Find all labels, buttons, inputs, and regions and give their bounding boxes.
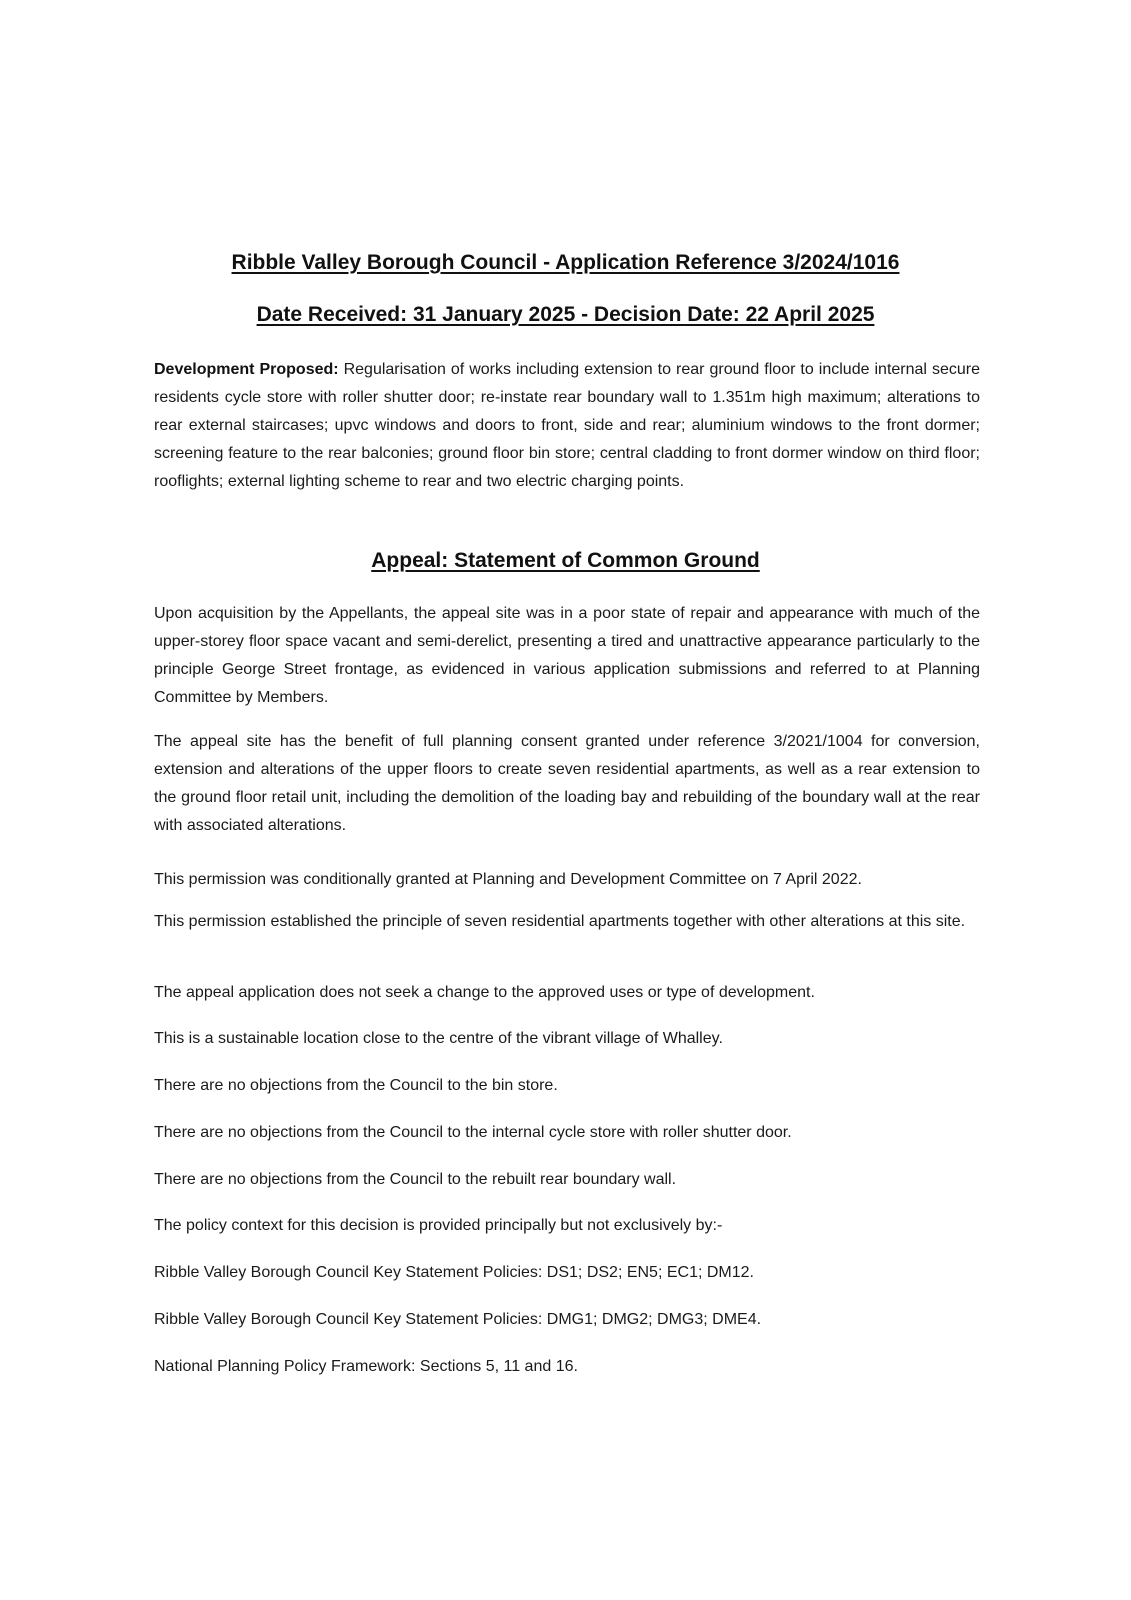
statement-paragraph: The appeal site has the benefit of full planning consent granted under reference 3/2021/1004 for conversion, extension and alterations of the upper floors to create seven residential apartments, as well as a rear extension to the ground floor retail unit, including the demolition of the loading bay and rebuilding of the boundary wall at the rear with associated alterations. bbox=[154, 733, 980, 834]
policy-line: National Planning Policy Framework: Sections 5, 11 and 16. bbox=[154, 1358, 578, 1375]
statement-paragraph: The appeal application does not seek a change to the approved uses or type of development. bbox=[154, 984, 815, 1001]
development-label: Development Proposed: bbox=[154, 361, 339, 378]
development-proposed bbox=[154, 356, 980, 496]
document-dates: Date Received: 31 January 2025 - Decision Date: 22 April 2025 bbox=[256, 303, 875, 326]
statement-paragraph: This permission was conditionally granted at Planning and Development Committee on 7 April 2022. bbox=[154, 871, 862, 888]
statement-paragraph: The policy context for this decision is provided principally but not exclusively by:- bbox=[154, 1217, 723, 1234]
development-text: Regularisation of works including extension to rear ground floor to include internal secure residents cycle store with roller shutter door; re-instate rear boundary wall to 1.351m high maximum; alterations to rear external staircases; upvc windows and doors to front, side and rear; aluminium windows to the front dormer; screening feature to the rear balconies; ground floor bin store; central cladding to front dormer window on third floor; rooflights; external lighting scheme to rear and two electric charging points. bbox=[154, 361, 980, 490]
statement-paragraph: This permission established the principle of seven residential apartments together with other alterations at this site. bbox=[154, 913, 966, 930]
policy-line: Ribble Valley Borough Council Key Statement Policies: DMG1; DMG2; DMG3; DME4. bbox=[154, 1311, 762, 1328]
statement-paragraph: This is a sustainable location close to the centre of the vibrant village of Whalley. bbox=[154, 1030, 723, 1047]
statement-paragraph: There are no objections from the Council to the internal cycle store with roller shutter door. bbox=[154, 1124, 792, 1141]
policy-line: Ribble Valley Borough Council Key Statement Policies: DS1; DS2; EN5; EC1; DM12. bbox=[154, 1264, 754, 1281]
document-title: Ribble Valley Borough Council - Application Reference 3/2024/1016 bbox=[231, 251, 900, 274]
section-heading: Appeal: Statement of Common Ground bbox=[371, 549, 760, 572]
statement-paragraph: There are no objections from the Council to the rebuilt rear boundary wall. bbox=[154, 1171, 677, 1188]
statement-paragraph: There are no objections from the Council to the bin store. bbox=[154, 1077, 558, 1094]
statement-paragraph: Upon acquisition by the Appellants, the appeal site was in a poor state of repair and appearance with much of the upper-storey floor space vacant and semi-derelict, presenting a tired and unattractive appearance particularly to the principle George Street frontage, as evidenced in various application submissions and referred to at Planning Committee by Members. bbox=[154, 605, 980, 706]
